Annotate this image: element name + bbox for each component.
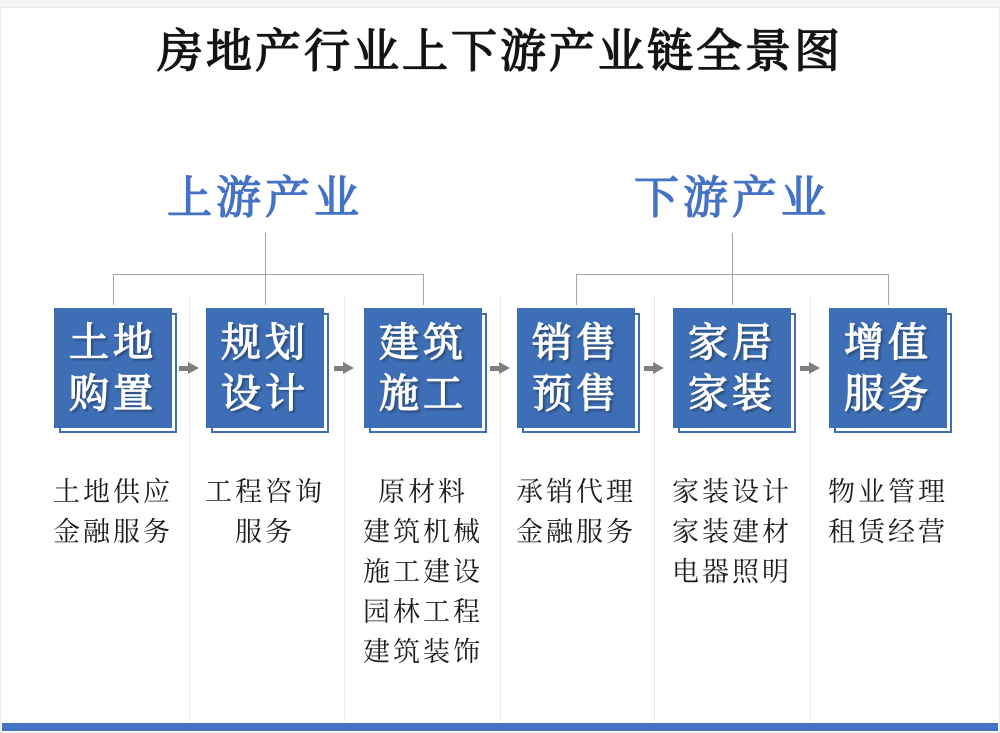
stage-box-home-furnishing <box>673 308 791 428</box>
stage-box-label-line: 施工 <box>379 371 467 416</box>
stage-box-value-added-services <box>829 308 947 428</box>
flow-arrow-icon <box>800 362 820 375</box>
stage-box-label-line: 家居 <box>688 320 776 365</box>
downstream-connector-drop-3 <box>888 274 889 305</box>
footer-accent-bar <box>2 723 998 731</box>
flow-arrow-icon <box>179 362 199 375</box>
stage-box-land-purchase <box>54 308 172 428</box>
upstream-group-header: 上游产业 <box>166 173 364 223</box>
stage-item: 建筑装饰 <box>363 637 483 667</box>
stage-items-construction <box>345 472 501 672</box>
stage-item: 施工建设 <box>363 557 483 587</box>
stage-item: 承销代理 <box>516 477 636 507</box>
stage-item: 电器照明 <box>672 557 792 587</box>
stage-items-land-purchase <box>35 472 191 552</box>
stage-items-planning-design <box>187 472 343 552</box>
stage-box-construction <box>364 308 482 428</box>
stage-item: 土地供应 <box>53 477 173 507</box>
page-title: 房地产行业上下游产业链全景图 <box>157 26 843 77</box>
stage-item: 工程咨询 <box>205 477 325 507</box>
flow-arrow-icon <box>334 362 354 375</box>
stage-items-home-furnishing <box>654 472 810 592</box>
stage-item: 建筑机械 <box>363 517 483 547</box>
stage-box-label-line: 预售 <box>532 371 620 416</box>
upstream-connector-drop-3 <box>423 274 424 305</box>
downstream-connector-stub <box>732 233 733 274</box>
upstream-connector-stub <box>265 233 266 274</box>
upstream-connector-drop-1 <box>113 274 114 305</box>
upstream-connector-horizontal <box>113 274 424 275</box>
stage-items-sales-presale <box>498 472 654 552</box>
stage-box-label-line: 土地 <box>69 320 157 365</box>
stage-item: 租赁经营 <box>828 517 948 547</box>
stage-item: 金融服务 <box>53 517 173 547</box>
stage-item: 金融服务 <box>516 517 636 547</box>
stage-box-label-line: 服务 <box>844 371 932 416</box>
stage-item: 家装建材 <box>672 517 792 547</box>
stage-box-label-line: 建筑 <box>379 320 467 365</box>
stage-box-label-line: 家装 <box>688 371 776 416</box>
flow-arrow-icon <box>644 362 664 375</box>
downstream-connector-drop-2 <box>732 274 733 305</box>
stage-item: 物业管理 <box>828 477 948 507</box>
stage-box-label-line: 销售 <box>532 320 620 365</box>
stage-item: 原材料 <box>378 477 468 507</box>
upstream-connector-drop-2 <box>265 274 266 305</box>
stage-item: 园林工程 <box>363 597 483 627</box>
top-edge-strip <box>0 0 1000 8</box>
downstream-connector-drop-1 <box>576 274 577 305</box>
stage-box-label-line: 购置 <box>69 371 157 416</box>
stage-box-label-line: 增值 <box>844 320 932 365</box>
flow-arrow-icon <box>490 362 510 375</box>
stage-box-label-line: 规划 <box>221 320 309 365</box>
stage-items-value-added-services <box>810 472 966 552</box>
stage-box-planning-design <box>206 308 324 428</box>
stage-box-label-line: 设计 <box>221 371 309 416</box>
stage-item: 服务 <box>235 517 295 547</box>
stage-item: 家装设计 <box>672 477 792 507</box>
downstream-group-header: 下游产业 <box>633 173 831 223</box>
stage-box-sales-presale <box>517 308 635 428</box>
